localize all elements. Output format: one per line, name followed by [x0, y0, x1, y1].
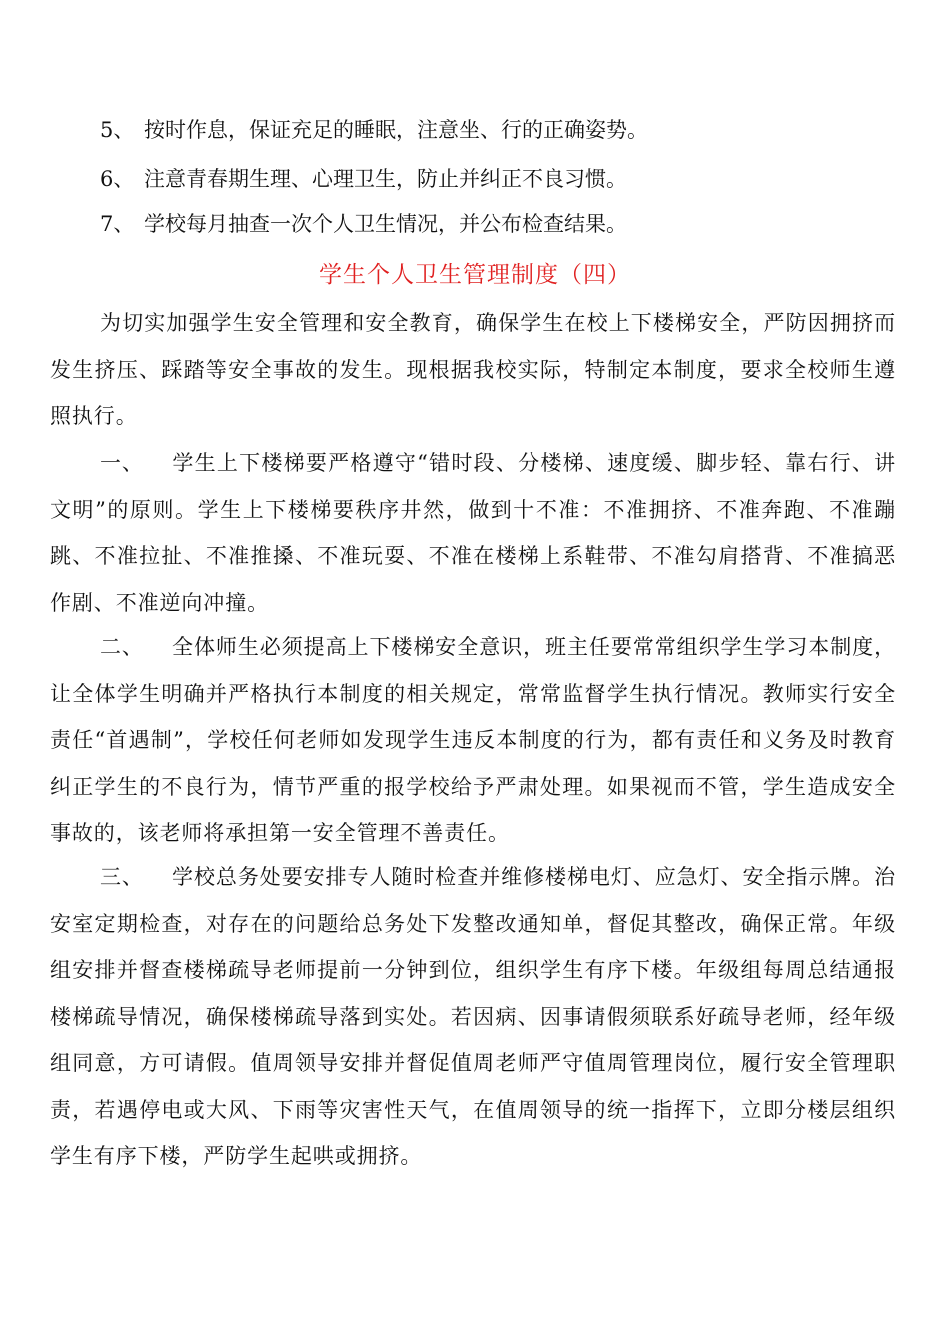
section-text: 学生上下楼梯要严格遵守“错时段、分楼梯、速度缓、脚步轻、靠右行、讲文明”的原则。学生上下楼梯要秩序井然，做到十不准：不准拥挤、不准奔跑、不准蹦跳、不准拉扯、不准推搡、不准玩耍、不准在楼梯上系鞋带、不准勾肩搭背、不准搞恶作剧、不准逆向冲撞。 [50, 451, 896, 615]
section-title: 学生个人卫生管理制度（四） [319, 262, 631, 288]
list-item [100, 165, 627, 193]
list-item-text: 注意青春期生理、心理卫生，防止并纠正不良习惯。 [144, 167, 627, 191]
list-item-number: 5、 [100, 118, 135, 142]
section-paragraph-2 [50, 624, 896, 857]
list-item [100, 210, 627, 238]
list-item-text: 按时作息，保证充足的睡眠，注意坐、行的正确姿势。 [144, 118, 648, 142]
section-number: 一、 [100, 451, 144, 475]
intro-paragraph: 为切实加强学生安全管理和安全教育，确保学生在校上下楼梯安全，严防因拥挤而发生挤压、踩踏等安全事故的发生。现根据我校实际，特制定本制度，要求全校师生遵照执行。 [50, 311, 896, 428]
section-number: 三、 [100, 865, 144, 889]
section-text: 学校总务处要安排专人随时检查并维修楼梯电灯、应急灯、安全指示牌。治安室定期检查，对存在的问题给总务处下发整改通知单，督促其整改，确保正常。年级组安排并督查楼梯疏导老师提前一分钟到位，组织学生有序下楼。年级组每周总结通报楼梯疏导情况，确保楼梯疏导落到实处。若因病、因事请假须联系好疏导老师，经年级组同意，方可请假。值周领导安排并督促值周老师严守值周管理岗位，履行安全管理职责，若遇停电或大风、下雨等灾害性天气，在值周领导的统一指挥下，立即分楼层组织学生有序下楼，严防学生起哄或拥挤。 [50, 865, 896, 1168]
section-text: 全体师生必须提高上下楼梯安全意识，班主任要常常组织学生学习本制度，让全体学生明确并严格执行本制度的相关规定，常常监督学生执行情况。教师实行安全责任“首遇制”，学校任何老师如发现学生违反本制度的行为，都有责任和义务及时教育纠正学生的不良行为，情节严重的报学校给予严肃处理。如果视而不管，学生造成安全事故的，该老师将承担第一安全管理不善责任。 [50, 635, 896, 845]
list-item-number: 7、 [100, 212, 135, 236]
list-item-number: 6、 [100, 167, 135, 191]
section-paragraph-3 [50, 854, 896, 1180]
list-item [100, 116, 648, 144]
list-item-text: 学校每月抽查一次个人卫生情况，并公布检查结果。 [144, 212, 627, 236]
section-paragraph-1 [50, 440, 896, 626]
section-number: 二、 [100, 635, 144, 659]
